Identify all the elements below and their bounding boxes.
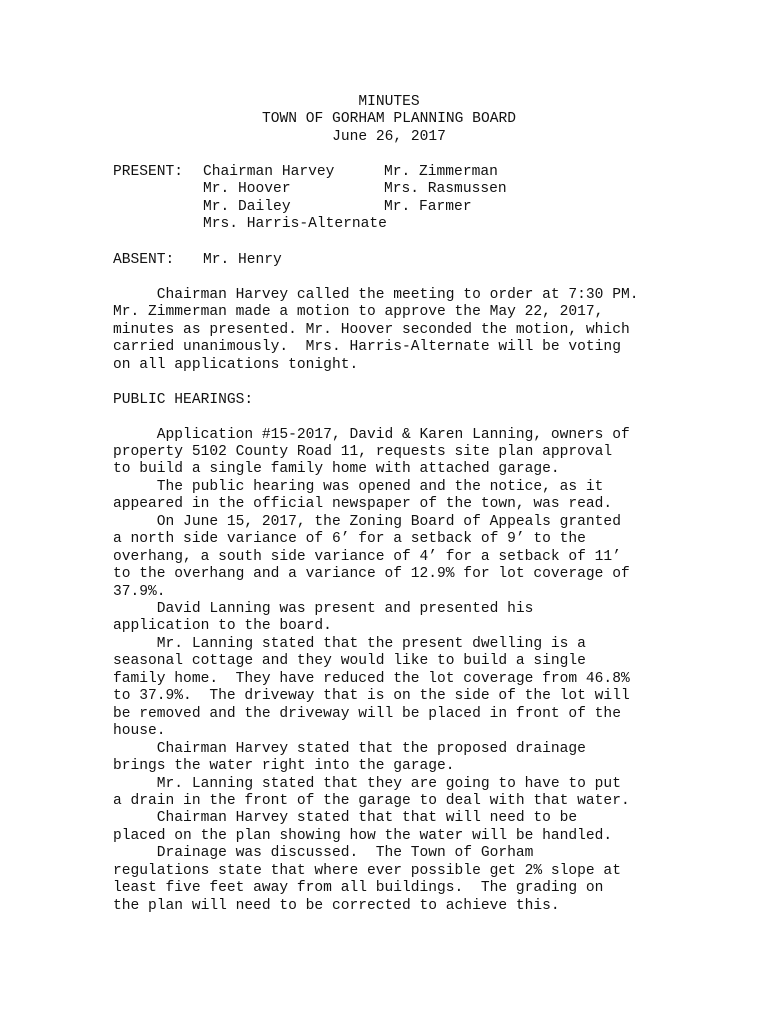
present-member: Mrs. Harris-Alternate	[203, 216, 387, 232]
text-line: a north side variance of 6’ for a setback of 9’ to the	[113, 531, 586, 548]
text-line: Chairman Harvey called the meeting to order at 7:30 PM.	[113, 286, 639, 303]
absent-label: ABSENT:	[113, 251, 175, 268]
text-line: placed on the plan showing how the water will be handled.	[113, 827, 613, 844]
text-line: house.	[113, 723, 166, 740]
text-line: appeared in the official newspaper of the town, was read.	[113, 496, 613, 513]
present-member: Mrs. Rasmussen	[384, 181, 507, 197]
text-line: On June 15, 2017, the Zoning Board of Appeals granted	[113, 513, 621, 530]
organization-name: TOWN OF GORHAM PLANNING BOARD	[262, 111, 516, 127]
present-member: Mr. Dailey	[203, 198, 291, 215]
present-member: Mr. Hoover	[203, 181, 291, 197]
text-line: Mr. Lanning stated that they are going to have to put	[113, 775, 621, 792]
present-label: PRESENT:	[113, 163, 184, 180]
text-line: Mr. Lanning stated that the present dwelling is a	[113, 635, 586, 652]
text-line: property 5102 County Road 11, requests site plan approval	[113, 443, 613, 460]
text-line: least five feet away from all buildings. The grading on	[113, 880, 604, 897]
text-line: regulations state that where ever possible get 2% slope at	[113, 862, 621, 879]
present-member: Mr. Zimmerman	[384, 163, 498, 180]
text-line: on all applications tonight.	[113, 356, 359, 373]
text-line: seasonal cottage and they would like to build a single	[113, 653, 586, 670]
present-member: Mr. Farmer	[384, 198, 472, 215]
text-line: to build a single family home with attached garage.	[113, 461, 560, 478]
absent-member: Mr. Henry	[203, 251, 282, 268]
text-line: Chairman Harvey stated that the proposed drainage	[113, 740, 586, 757]
text-line: David Lanning was present and presented his	[113, 601, 534, 617]
text-line: Application #15-2017, David & Karen Lanning, owners of	[113, 426, 630, 443]
text-line: brings the water right into the garage.	[113, 758, 455, 775]
text-line: to 37.9%. The driveway that is on the side of the lot will	[113, 688, 630, 705]
text-line: family home. They have reduced the lot coverage from 46.8%	[113, 670, 630, 687]
text-line: be removed and the driveway will be placed in front of the	[113, 705, 621, 722]
text-line: 37.9%.	[113, 583, 166, 600]
text-line: Chairman Harvey stated that that will need to be	[113, 810, 578, 827]
text-line: Mr. Zimmerman made a motion to approve the May 22, 2017,	[113, 304, 604, 320]
text-line: a drain in the front of the garage to deal with that water.	[113, 792, 630, 809]
text-line: minutes as presented. Mr. Hoover seconded the motion, which	[113, 321, 630, 338]
text-line: Drainage was discussed. The Town of Gorham	[113, 845, 534, 862]
text-line: application to the board.	[113, 618, 332, 635]
text-line: The public hearing was opened and the notice, as it	[113, 478, 604, 495]
document-title: MINUTES	[358, 94, 420, 110]
present-member: Chairman Harvey	[203, 163, 335, 180]
text-line: carried unanimously. Mrs. Harris-Alternate will be voting	[113, 339, 621, 355]
text-line: to the overhang and a variance of 12.9% for lot coverage of	[113, 566, 630, 583]
public-hearings-heading: PUBLIC HEARINGS:	[113, 391, 254, 408]
meeting-date: June 26, 2017	[332, 128, 446, 145]
text-line: overhang, a south side variance of 4’ for a setback of 11’	[113, 548, 621, 565]
text-line: the plan will need to be corrected to achieve this.	[113, 897, 560, 914]
